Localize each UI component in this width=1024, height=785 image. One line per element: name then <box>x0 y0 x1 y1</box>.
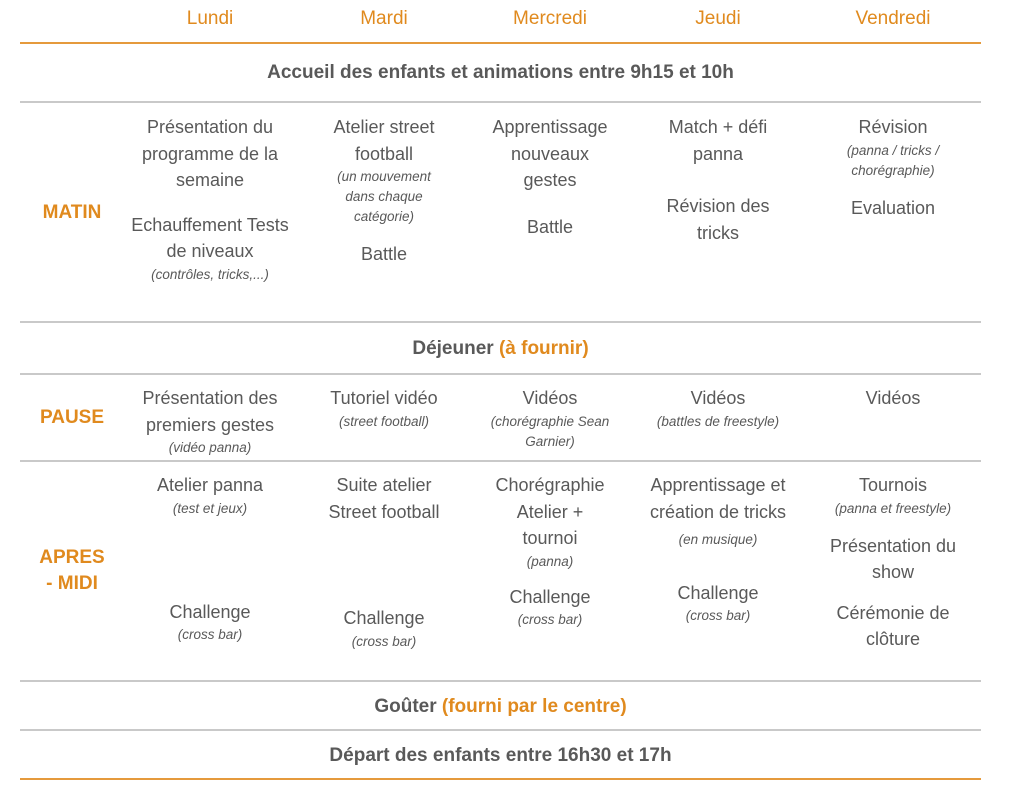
cell-matin-lundi <box>130 114 290 285</box>
divider <box>20 373 981 375</box>
activity: Présentation des premiers gestes <box>142 388 278 435</box>
cell-pause-jeudi <box>638 385 798 432</box>
row-label-apres-midi <box>17 545 127 597</box>
activity: Challenge <box>343 608 425 628</box>
cell-matin-jeudi <box>638 114 798 246</box>
divider <box>20 101 981 103</box>
activity: Vidéos <box>522 388 578 408</box>
row-label-matin: MATIN <box>42 202 102 223</box>
activity-note: (vidéo panna) <box>168 440 252 455</box>
activity-note: (panna) <box>526 553 574 569</box>
cell-pause-mardi <box>304 385 464 432</box>
activity-note: (un mouvement dans chaque catégorie) <box>337 169 431 224</box>
activity: Challenge <box>169 601 251 622</box>
activity-note: (chorégraphie Sean Garnier) <box>490 413 610 449</box>
activity: Cérémonie de clôture <box>836 602 950 649</box>
activity: Apprentissage nouveaux gestes <box>492 117 608 190</box>
activity-note: (street football) <box>338 413 430 429</box>
band-gouter-note: (fourni par le centre) <box>441 696 627 717</box>
activity: Chorégraphie Atelier + tournoi <box>495 475 605 548</box>
cell-apres-lundi <box>130 472 290 645</box>
row-label-apres-line1: APRES <box>39 547 105 568</box>
day-header-mercredi: Mercredi <box>513 8 587 29</box>
activity: Présentation du show <box>829 535 957 582</box>
cell-apres-mardi <box>304 472 464 652</box>
band-dejeuner-note: (à fournir) <box>498 338 589 359</box>
footer-divider <box>20 778 981 780</box>
activity-note: (cross bar) <box>351 633 417 649</box>
band-accueil: Accueil des enfants et animations entre 9h15 et 10h <box>267 62 734 83</box>
activity: Echauffement Tests de niveaux <box>131 214 289 261</box>
activity-note: (panna / tricks / chorégraphie) <box>846 142 940 178</box>
activity: Atelier street football <box>333 117 435 164</box>
band-gouter-label: Goûter <box>374 696 437 717</box>
activity: Match + défi panna <box>668 117 768 164</box>
cell-pause-mercredi <box>470 385 630 452</box>
activity: Challenge <box>509 586 591 607</box>
band-dejeuner-label: Déjeuner <box>412 338 494 359</box>
activity: Evaluation <box>850 197 936 218</box>
day-header-vendredi: Vendredi <box>855 8 931 29</box>
cell-pause-vendredi <box>813 385 973 412</box>
activity: Apprentissage et création de tricks <box>649 475 787 522</box>
activity: Atelier panna <box>156 475 264 495</box>
band-depart: Départ des enfants entre 16h30 et 17h <box>329 745 672 766</box>
activity: Suite atelier Street football <box>328 475 440 522</box>
cell-matin-mardi <box>304 114 464 268</box>
cell-apres-jeudi <box>638 472 798 626</box>
activity-note: (panna et freestyle) <box>834 500 952 516</box>
cell-apres-mercredi <box>470 472 630 630</box>
divider <box>20 729 981 731</box>
divider <box>20 321 981 323</box>
day-header-jeudi: Jeudi <box>695 8 741 29</box>
row-label-apres-line2: - MIDI <box>46 573 98 594</box>
activity: Révision des tricks <box>666 196 770 243</box>
activity-note: (battles de freestyle) <box>656 413 780 429</box>
band-gouter <box>20 696 981 718</box>
cell-pause-lundi <box>130 385 290 458</box>
activity: Vidéos <box>690 388 746 408</box>
cell-apres-vendredi <box>813 472 973 653</box>
day-header-lundi: Lundi <box>186 8 234 29</box>
activity: Présentation du programme de la semaine <box>141 117 279 190</box>
header-divider <box>20 42 981 44</box>
activity: Révision <box>858 117 928 137</box>
divider <box>20 680 981 682</box>
activity-note: (contrôles, tricks,...) <box>151 266 269 282</box>
row-label-pause: PAUSE <box>39 407 105 428</box>
day-header-mardi: Mardi <box>360 8 408 29</box>
cell-matin-mercredi <box>470 114 630 240</box>
activity: Vidéos <box>865 388 921 408</box>
activity: Tutoriel vidéo <box>330 388 438 408</box>
activity-note: (cross bar) <box>177 627 243 642</box>
cell-matin-vendredi <box>813 114 973 221</box>
band-dejeuner <box>20 338 981 360</box>
activity: Battle <box>360 244 408 264</box>
activity: Battle <box>526 216 574 237</box>
activity-note: (cross bar) <box>685 608 751 623</box>
activity-note: (cross bar) <box>517 612 583 627</box>
divider <box>20 460 981 462</box>
activity-note: (en musique) <box>678 532 758 547</box>
activity: Tournois <box>858 475 928 495</box>
activity-note: (test et jeux) <box>172 500 248 516</box>
activity: Challenge <box>677 582 759 603</box>
